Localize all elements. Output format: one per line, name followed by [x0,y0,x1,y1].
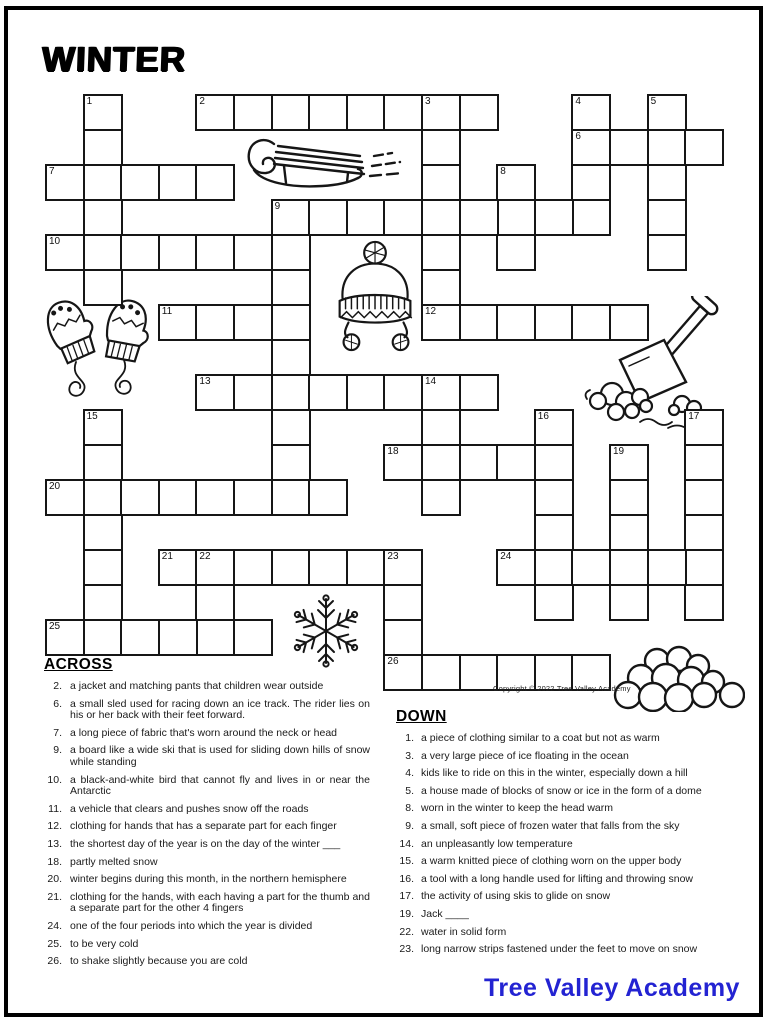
grid-cell [459,199,499,236]
grid-cell [346,94,386,131]
grid-cell [83,479,123,516]
cell-number: 11 [161,306,173,317]
down-clue [396,891,736,903]
grid-cell [459,94,499,131]
down-clue [396,856,736,868]
grid-cell [571,304,611,341]
grid-cell [233,479,273,516]
cell-number: 12 [425,306,437,317]
grid-cell [83,619,123,656]
clue-text: a warm knitted piece of clothing worn on the upper body [421,855,682,868]
grid-cell [271,479,311,516]
grid-cell [271,234,311,271]
clue-number: 22. [399,925,414,938]
grid-cell [421,234,461,271]
clue-number: 13. [47,837,62,850]
grid-cell [421,654,461,691]
cell-number: 2 [199,96,205,107]
grid-cell [496,234,536,271]
across-clue [44,839,374,851]
grid-cell [158,619,198,656]
cell-number: 15 [86,411,98,422]
grid-cell [271,269,311,306]
grid-cell [83,584,123,621]
copyright-text: Copyright © 2022 Tree Valley Academy [493,684,631,693]
clue-number: 12. [47,820,62,833]
clue-text: a jacket and matching pants that children wear outside [70,680,324,692]
clue-text: a long piece of fabric that's worn around the neck or head [70,726,338,739]
grid-cell [496,199,536,236]
clue-number: 16. [399,872,414,885]
grid-cell [421,409,461,446]
grid-cell [459,374,499,411]
cell-number: 1 [86,96,93,107]
clue-number: 19. [399,907,414,920]
grid-cell [233,619,273,656]
clue-number: 5. [405,784,414,797]
clue-text: a house made of blocks of snow or ice in the form of a dome [421,784,702,797]
grid-cell [195,164,235,201]
grid-cell [609,479,649,516]
clue-text: one of the four periods into which the year is divided [70,919,313,932]
clue-text: an unpleasantly low temperature [421,837,573,850]
down-clue [396,786,736,798]
grid-cell [346,374,386,411]
clue-number: 15. [399,855,414,868]
clue-number: 23. [399,943,414,956]
grid-cell [421,199,461,236]
across-clue [44,699,374,722]
clue-number: 1. [405,732,414,744]
clue-number: 14. [399,837,414,850]
across-clue [44,728,374,740]
across-clue [44,939,374,951]
grid-cell [609,584,649,621]
grid-cell [496,304,536,341]
grid-cell [647,129,687,166]
cell-number: 20 [49,481,61,492]
clue-number: 3. [405,749,414,762]
down-clue [396,944,736,956]
grid-cell [83,129,123,166]
across-clue-list [44,681,374,968]
grid-cell [120,164,160,201]
grid-cell [308,94,348,131]
clue-number: 9. [53,744,62,757]
clue-number: 9. [405,819,414,832]
grid-cell [120,234,160,271]
across-clue [44,681,374,693]
across-clue [44,821,374,833]
cell-number: 23 [387,551,399,562]
cell-number: 13 [199,376,211,387]
cell-number: 24 [500,551,512,562]
grid-cell [609,304,649,341]
clue-number: 18. [47,855,62,868]
across-clue [44,745,374,768]
knit-hat-illustration [328,240,424,352]
grid-cell [534,304,574,341]
grid-cell [609,549,649,586]
clue-text: to shake slightly because you are cold [70,955,248,968]
grid-cell [647,549,687,586]
clue-number: 8. [405,802,414,815]
grid-cell [684,584,724,621]
grid-cell [421,479,461,516]
grid-cell [308,199,348,236]
grid-cell [684,549,724,586]
cell-number: 10 [49,236,61,247]
clue-text: clothing for the hands, with each having a part for the thumb and a separate part for the other 4 fingers [70,890,370,915]
grid-cell [83,234,123,271]
clue-number: 10. [47,773,62,786]
grid-cell [83,549,123,586]
cell-number: 19 [613,446,625,457]
grid-cell [158,164,198,201]
snowball-pile-illustration [610,636,745,712]
clue-text: clothing for hands that has a separate part for each finger [70,820,337,833]
grid-cell [195,584,235,621]
grid-cell [383,374,423,411]
cell-number: 7 [49,166,55,177]
grid-cell [383,619,423,656]
clue-text: the activity of using skis to glide on snow [421,890,611,903]
clue-text: a board like a wide ski that is used for sliding down hills of snow while standing [70,744,370,768]
clue-text: worn in the winter to keep the head warm [421,802,614,815]
clue-number: 4. [405,767,414,780]
grid-cell [571,164,611,201]
grid-cell [609,129,649,166]
grid-cell [120,479,160,516]
across-heading: ACROSS [44,656,113,673]
grid-cell [383,584,423,621]
grid-cell [647,164,687,201]
across-clue [44,874,374,886]
cell-number: 9 [274,201,281,212]
grid-cell [346,199,386,236]
grid-cell [383,94,423,131]
grid-cell [195,304,235,341]
grid-cell [534,199,574,236]
down-clue [396,751,736,763]
cell-number: 14 [425,376,437,387]
clue-text: a black-and-white bird that cannot fly and lives in or near the Antarctic [70,773,370,798]
clue-number: 21. [47,890,62,903]
clue-number: 2. [53,680,62,692]
grid-cell [271,339,311,376]
grid-cell [195,479,235,516]
down-clue [396,874,736,886]
grid-cell [534,444,574,481]
grid-cell [684,479,724,516]
grid-cell [271,94,311,131]
across-clue [44,956,374,968]
grid-cell [195,619,235,656]
down-clue-list [396,733,736,956]
grid-cell [383,199,423,236]
grid-cell [346,549,386,586]
down-heading: DOWN [396,708,447,725]
clue-number: 26. [47,955,62,968]
mittens-illustration [44,294,156,406]
grid-cell [271,549,311,586]
down-clue [396,909,736,921]
across-clue [44,804,374,816]
grid-cell [158,479,198,516]
grid-cell [421,269,461,306]
clue-text: winter begins during this month, in the northern hemisphere [70,873,347,886]
grid-cell [534,479,574,516]
across-clue [44,857,374,869]
clue-text: the shortest day of the year is on the day of the winter ___ [70,837,341,850]
grid-cell [308,549,348,586]
grid-cell [534,514,574,551]
grid-cell [571,199,611,236]
cell-number: 16 [537,411,549,422]
grid-cell [534,584,574,621]
cell-number: 17 [688,411,700,422]
grid-cell [271,304,311,341]
clue-text: to be very cold [70,937,139,950]
clue-text: a piece of clothing similar to a coat but not as warm [421,732,660,744]
cell-number: 5 [650,96,657,107]
clue-number: 17. [399,890,414,903]
grid-cell [684,129,724,166]
cell-number: 8 [500,166,506,177]
clue-text: long narrow strips fastened under the feet to move on snow [421,943,698,956]
cell-number: 4 [575,96,581,107]
down-clue [396,839,736,851]
cell-number: 21 [161,551,173,562]
clue-number: 7. [53,726,62,739]
grid-cell [83,444,123,481]
cell-number: 18 [387,446,399,457]
grid-cell [83,514,123,551]
down-clue [396,733,736,745]
clue-text: a tool with a long handle used for lifting and throwing snow [421,872,694,885]
clue-text: a vehicle that clears and pushes snow off the roads [70,802,309,815]
clue-text: a small sled used for racing down an ice track. The rider lies on his or her back with their feet forward. [70,697,370,722]
sled-illustration [244,132,404,194]
grid-cell [195,234,235,271]
grid-cell [271,409,311,446]
grid-cell [647,199,687,236]
grid-cell [83,269,123,306]
grid-cell [421,164,461,201]
grid-cell [120,619,160,656]
grid-cell [233,549,273,586]
across-clue [44,892,374,915]
across-clue [44,775,374,798]
grid-cell [308,374,348,411]
clue-text: water in solid form [421,925,507,938]
grid-cell [459,444,499,481]
clue-number: 20. [47,873,62,886]
grid-cell [158,234,198,271]
page-title: WINTER [41,40,187,79]
clue-text: a small, soft piece of frozen water that falls from the sky [421,819,680,832]
down-clue [396,821,736,833]
cell-number: 26 [387,656,399,667]
grid-cell [609,514,649,551]
clue-text: kids like to ride on this in the winter, especially down a hill [421,767,688,780]
cell-number: 22 [199,551,211,562]
grid-cell [684,444,724,481]
grid-cell [571,549,611,586]
grid-cell [308,479,348,516]
grid-cell [233,374,273,411]
cell-number: 3 [425,96,431,107]
cell-number: 6 [575,131,581,142]
down-section [396,708,736,962]
down-clue [396,803,736,815]
brand-logo: Tree Valley Academy [484,974,740,1002]
grid-cell [459,304,499,341]
clue-text: a very large piece of ice floating in the ocean [421,749,629,762]
grid-cell [233,94,273,131]
clue-text: Jack ____ [421,907,469,920]
across-section [44,656,374,974]
clue-text: partly melted snow [70,855,158,868]
clue-number: 25. [47,937,62,950]
grid-cell [647,234,687,271]
across-clue [44,921,374,933]
down-clue [396,768,736,780]
grid-cell [684,514,724,551]
clue-number: 24. [47,919,62,932]
grid-cell [421,129,461,166]
clue-number: 6. [53,697,62,710]
cell-number: 25 [49,621,61,632]
grid-cell [496,444,536,481]
grid-cell [233,304,273,341]
grid-cell [83,199,123,236]
grid-cell [233,234,273,271]
clue-number: 11. [48,802,62,815]
down-clue [396,927,736,939]
grid-cell [421,444,461,481]
grid-cell [271,444,311,481]
grid-cell [271,374,311,411]
grid-cell [83,164,123,201]
grid-cell [534,549,574,586]
